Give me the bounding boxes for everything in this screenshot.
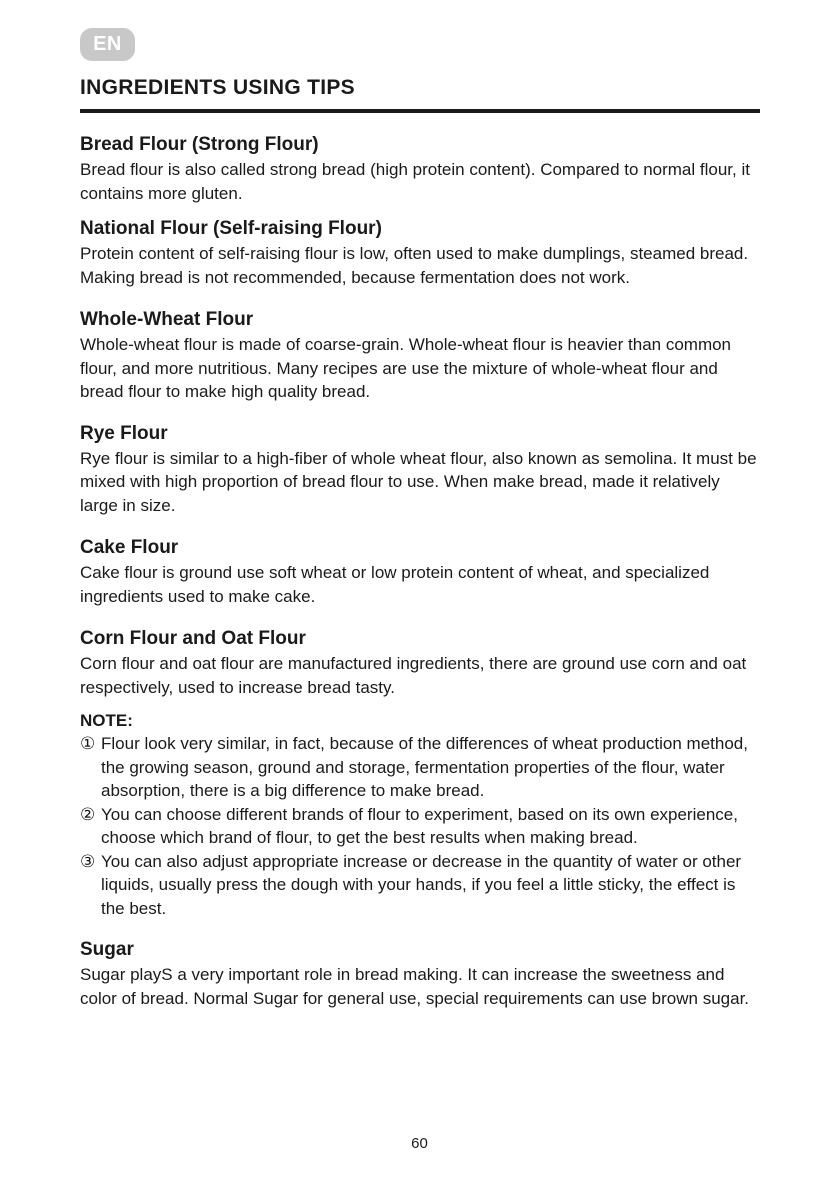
note-item-text: You can choose different brands of flour to experiment, based on its own experience, choose which brand of flour, to get the best results when making bread. xyxy=(101,804,738,847)
note-item xyxy=(80,803,760,850)
section-rye-flour xyxy=(80,420,760,518)
page-content xyxy=(80,131,760,1010)
note-item-marker: ② xyxy=(80,804,96,824)
note-label: NOTE: xyxy=(80,711,133,730)
section-heading: Bread Flour (Strong Flour) xyxy=(80,134,319,155)
note-item xyxy=(80,850,760,921)
note-item-text: You can also adjust appropriate increase or decrease in the quantity of water or other liquids, usually press the dough with your hands, if you feel a little sticky, the effect is the best. xyxy=(101,851,742,918)
language-badge: EN xyxy=(80,28,135,61)
section-national-flour xyxy=(80,215,760,289)
section-heading: National Flour (Self-raising Flour) xyxy=(80,218,382,239)
section-body: Protein content of self-raising flour is low, often used to make dumplings, steamed bread. Making bread is not recommended, because fermentation does not work. xyxy=(80,244,749,287)
page-title: INGREDIENTS USING TIPS xyxy=(80,76,355,99)
section-cake-flour xyxy=(80,534,760,608)
section-body: Rye flour is similar to a high-fiber of whole wheat flour, also known as semolina. It must be mixed with high proportion of bread flour to use. When make bread, made it relatively large in size. xyxy=(80,448,757,515)
title-divider xyxy=(80,109,760,113)
section-body: Cake flour is ground use soft wheat or low protein content of wheat, and specialized ingredients used to make cake. xyxy=(80,563,710,606)
section-body: Whole-wheat flour is made of coarse-grain. Whole-wheat flour is heavier than common flour, and more nutritious. Many recipes are use the mixture of whole-wheat flour and bread flour to make high quality bread. xyxy=(80,335,732,401)
page-number: 60 xyxy=(411,1135,428,1152)
section-heading: Cake Flour xyxy=(80,537,179,558)
note-item xyxy=(80,732,760,803)
section-whole-wheat-flour xyxy=(80,306,760,404)
section-body: Bread flour is also called strong bread (high protein content). Compared to normal flour, it contains more gluten. xyxy=(80,160,750,203)
section-heading: Rye Flour xyxy=(80,422,168,444)
section-heading: Sugar xyxy=(80,939,134,960)
section-body: Sugar playS a very important role in bread making. It can increase the sweetness and color of bread. Normal Sugar for general use, special requirements can use brown sugar. xyxy=(80,965,750,1008)
note-item-text: Flour look very similar, in fact, because of the differences of wheat production method, the growing season, ground and storage, fermentation properties of the flour, water absorption, there is a big difference to make bread. xyxy=(101,734,748,800)
note-item-marker: ① xyxy=(80,734,96,753)
section-sugar xyxy=(80,936,760,1010)
section-corn-oat-flour xyxy=(80,625,760,699)
note-list xyxy=(80,732,760,920)
section-heading: Whole-Wheat Flour xyxy=(80,309,254,330)
note-item-marker: ③ xyxy=(80,851,96,871)
note-block xyxy=(80,709,760,920)
section-heading: Corn Flour and Oat Flour xyxy=(80,628,306,649)
section-bread-flour xyxy=(80,131,760,205)
section-body: Corn flour and oat flour are manufactured ingredients, there are ground use corn and oat respectively, used to increase bread tasty. xyxy=(80,654,747,697)
